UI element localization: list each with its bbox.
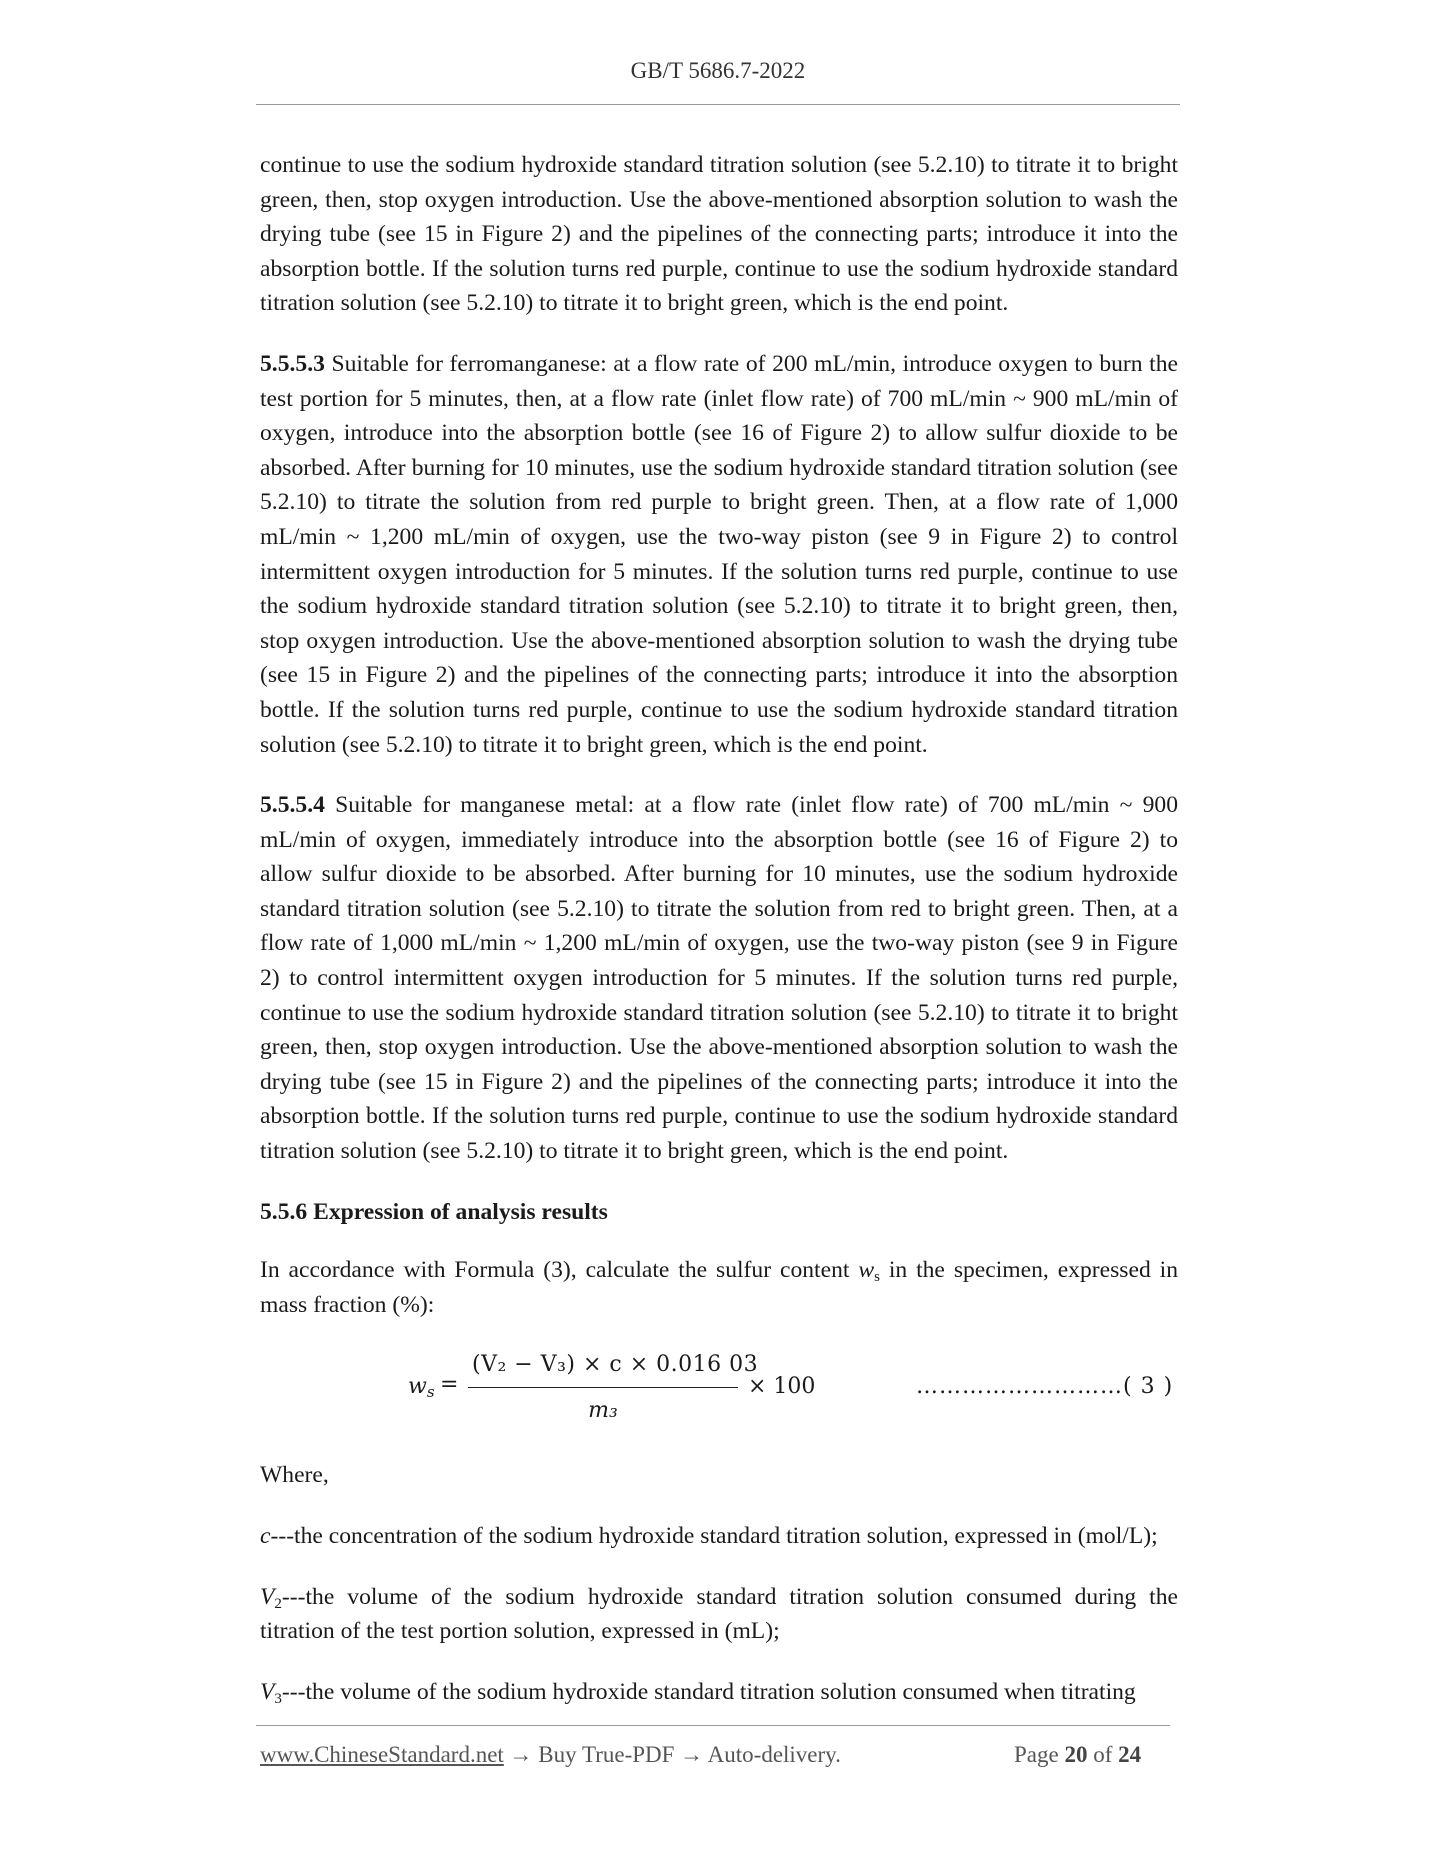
- formula-lhs-var: w: [408, 1374, 427, 1400]
- where-label: Where,: [260, 1462, 329, 1489]
- formula-multiplier: × 100: [748, 1374, 816, 1400]
- def-var-sub: 2: [274, 1595, 282, 1612]
- page-number: 20: [1064, 1742, 1088, 1767]
- paragraph-5-5-5-4: [260, 788, 1178, 1169]
- def-var-sub: 3: [274, 1690, 282, 1707]
- def-text: ---the concentration of the sodium hydroxide standard titration solution, expressed in (mol/L);: [270, 1523, 1158, 1549]
- definition-c: [260, 1519, 1178, 1554]
- def-var: c: [260, 1523, 271, 1549]
- section-heading: 5.5.6 Expression of analysis results: [260, 1198, 608, 1225]
- fraction-bar: [468, 1387, 738, 1388]
- promo-text: → Buy True-PDF → Auto-delivery.: [503, 1742, 841, 1767]
- paragraph-intro: [260, 1253, 1178, 1322]
- website-link[interactable]: www.ChineseStandard.net: [260, 1742, 504, 1767]
- clause-text: Suitable for ferromanganese: at a flow rate of 200 mL/min, introduce oxygen to burn the test portion for 5 minutes, then, at a flow rate (inlet flow rate) of 700 mL/min ~ 900 mL/min of oxygen, introduce into the absorption bottle (see 16 of Figure 2) to allow sulfur dioxide to be absorbed. After burning for 10 minutes, use the sodium hydroxide standard titration solution (see 5.2.10) to titrate the solution from red purple to bright green. Then, at a flow rate of 1,000 mL/min ~ 1,200 mL/min of oxygen, use the two-way piston (see 9 in Figure 2) to control intermittent oxygen introduction for 5 minutes. If the solution turns red purple, continue to use the sodium hydroxide standard titration solution (see 5.2.10) to titrate it to bright green, then, stop oxygen introduction. Use the above-mentioned absorption solution to wash the drying tube (see 15 in Figure 2) and the pipelines of the connecting parts; introduce it into the absorption bottle. If the solution turns red purple, continue to use the sodium hydroxide standard titration solution (see 5.2.10) to titrate it to bright green, which is the end point.: [260, 350, 1178, 758]
- formula-lhs: [408, 1370, 435, 1405]
- var-w-sub: s: [874, 1269, 880, 1286]
- formula-3: [260, 1348, 1178, 1428]
- paragraph-5-5-5-3: [260, 347, 1178, 762]
- document-header: GB/T 5686.7-2022: [630, 58, 806, 83]
- def-text: ---the volume of the sodium hydroxide standard titration solution consumed when titrating: [281, 1678, 1136, 1705]
- formula-label: ………………………( 3 ): [916, 1374, 1174, 1400]
- definition-v3: [260, 1675, 1178, 1710]
- formula-fraction: [468, 1348, 759, 1428]
- page-total: 24: [1118, 1742, 1142, 1767]
- clause-number: 5.5.5.4: [260, 792, 325, 819]
- formula-denominator: m₃: [588, 1398, 618, 1423]
- intro-text: In accordance with Formula (3), calculate the sulfur content: [260, 1257, 859, 1284]
- footer-divider: [256, 1725, 1170, 1726]
- def-text: ---the volume of the sodium hydroxide standard titration solution consumed during the titration of the test portion solution, expressed in (mL);: [260, 1583, 1178, 1645]
- formula-numerator: (V₂ − V₃) × c × 0.016 03: [472, 1352, 759, 1378]
- formula-equals: =: [440, 1372, 459, 1398]
- def-var: V: [260, 1583, 275, 1610]
- intro-text-end: in the specimen, expressed in mass fraction (%):: [260, 1257, 1178, 1318]
- page-word: Page: [1014, 1742, 1065, 1767]
- of-word: of: [1087, 1742, 1119, 1767]
- header-divider: [256, 104, 1180, 105]
- paragraph-continuation: continue to use the sodium hydroxide standard titration solution (see 5.2.10) to titrate it to bright green, then, stop oxygen introduction. Use the above-mentioned absorption solution to wash the drying tube (see 15 in Figure 2) and the pipelines of the connecting parts; introduce it into the absorption bottle. If the solution turns red purple, continue to use the sodium hydroxide standard titration solution (see 5.2.10) to titrate it to bright green, which is the end point.: [260, 152, 1178, 317]
- footer-promo: [260, 1742, 841, 1768]
- page-indicator: [1014, 1742, 1141, 1768]
- clause-text: Suitable for manganese metal: at a flow rate (inlet flow rate) of 700 mL/min ~ 900 mL/min of oxygen, immediately introduce into the absorption bottle (see 16 of Figure 2) to allow sulfur dioxide to be absorbed. After burning for 10 minutes, use the sodium hydroxide standard titration solution (see 5.2.10) to titrate the solution from red to bright green. Then, at a flow rate of 1,000 mL/min ~ 1,200 mL/min of oxygen, use the two-way piston (see 9 in Figure 2) to control intermittent oxygen introduction for 5 minutes. If the solution turns red purple, continue to use the sodium hydroxide standard titration solution (see 5.2.10) to titrate it to bright green, then, stop oxygen introduction. Use the above-mentioned absorption solution to wash the drying tube (see 15 in Figure 2) and the pipelines of the connecting parts; introduce it into the absorption bottle. If the solution turns red purple, continue to use the sodium hydroxide standard titration solution (see 5.2.10) to titrate it to bright green, which is the end point.: [260, 792, 1178, 1165]
- definition-v2: [260, 1580, 1178, 1649]
- def-var: V: [260, 1678, 275, 1705]
- var-w: w: [858, 1257, 875, 1284]
- clause-number: 5.5.5.3: [260, 350, 325, 377]
- formula-lhs-sub: s: [426, 1383, 435, 1402]
- page-body: [260, 148, 1178, 1735]
